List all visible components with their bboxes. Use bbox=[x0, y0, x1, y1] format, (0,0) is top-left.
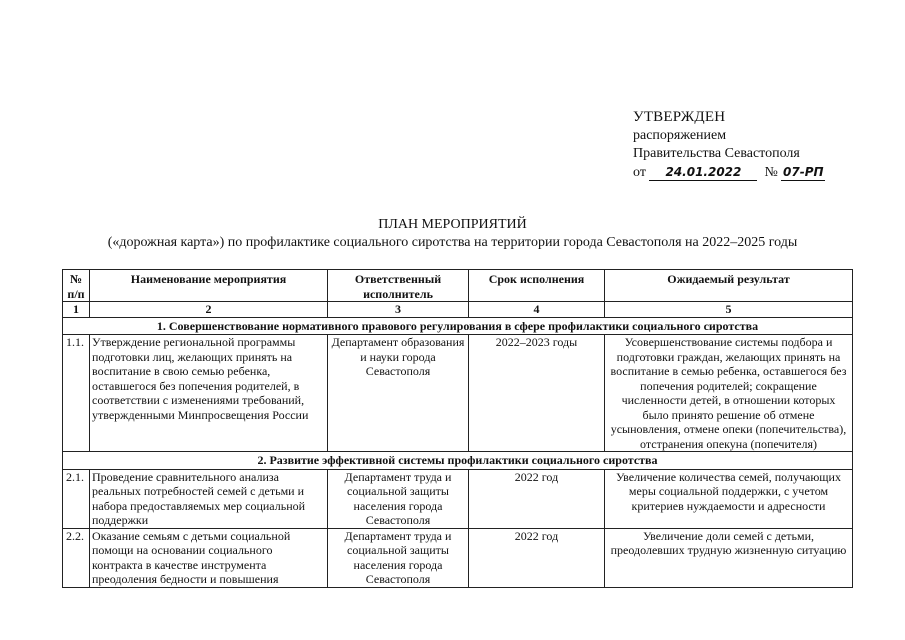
table-row bbox=[63, 528, 853, 587]
table-header-row bbox=[63, 270, 853, 302]
row-result: Увеличение доли семей с детьми, преодолевших трудную жизненную ситуацию bbox=[605, 528, 853, 587]
row-name: Оказание семьям с детьми социальной помощи на основании социального контракта в качестве инструмента преодоления бедности и повышения bbox=[90, 528, 328, 587]
approval-date: 24.01.2022 bbox=[649, 165, 757, 181]
row-number: 2.2. bbox=[63, 528, 90, 587]
roadmap-table bbox=[62, 269, 853, 588]
plan-subtitle: («дорожная карта») по профилактике социального сиротства на территории города Севастополя на 2022–2025 годы bbox=[107, 235, 798, 250]
row-result: Усовершенствование системы подбора и подготовки граждан, желающих принять на воспитание в семью ребенка, оставшегося без попечения родителей; сокращение численности детей, в отношении которых было принято решение об отмене усыновления, отмене опеки (попечительства), отстранения опекуна (попечителя) bbox=[605, 335, 853, 452]
header-term: Срок исполнения bbox=[469, 270, 605, 302]
row-executor: Департамент образования и науки города Севастополя bbox=[328, 335, 469, 452]
plan-title: ПЛАН МЕРОПРИЯТИЙ bbox=[378, 217, 527, 232]
number-prefix: № bbox=[764, 164, 778, 180]
header-result: Ожидаемый результат bbox=[605, 270, 853, 302]
row-name: Проведение сравнительного анализа реальных потребностей семей с детьми и набора предоставляемых мер социальной поддержки bbox=[90, 469, 328, 528]
row-term: 2022 год bbox=[469, 469, 605, 528]
row-number: 1.1. bbox=[63, 335, 90, 452]
header-num: № п/п bbox=[63, 270, 90, 302]
table-row bbox=[63, 469, 853, 528]
col-number: 4 bbox=[469, 302, 605, 318]
row-name: Утверждение региональной программы подготовки лиц, желающих принять на воспитание в свою семью ребенка, оставшегося без попечения родителей, в соответствии с изменениями требований, утвержденными Минпросвещения России bbox=[90, 335, 328, 452]
row-executor: Департамент труда и социальной защиты населения города Севастополя bbox=[328, 528, 469, 587]
approval-line-2: Правительства Севастополя bbox=[633, 146, 800, 161]
section-row bbox=[63, 452, 853, 470]
date-prefix: от bbox=[633, 164, 646, 180]
col-number: 1 bbox=[63, 302, 90, 318]
row-term: 2022–2023 годы bbox=[469, 335, 605, 452]
approval-number: 07-РП bbox=[783, 164, 824, 179]
header-executor: Ответственный исполнитель bbox=[328, 270, 469, 302]
col-number: 3 bbox=[328, 302, 469, 318]
plan-heading bbox=[0, 216, 905, 252]
section-row bbox=[63, 317, 853, 335]
approval-title: УТВЕРЖДЕН bbox=[633, 109, 726, 125]
approval-date-line bbox=[633, 164, 873, 183]
approval-line-1: распоряжением bbox=[633, 127, 727, 143]
col-number: 5 bbox=[605, 302, 853, 318]
column-number-row bbox=[63, 302, 853, 318]
approval-block bbox=[633, 108, 873, 182]
section-title: 1. Совершенствование нормативного правового регулирования в сфере профилактики социального сиротства bbox=[63, 317, 853, 335]
header-name: Наименование мероприятия bbox=[90, 270, 328, 302]
col-number: 2 bbox=[90, 302, 328, 318]
row-term: 2022 год bbox=[469, 528, 605, 587]
row-executor: Департамент труда и социальной защиты населения города Севастополя bbox=[328, 469, 469, 528]
row-result: Увеличение количества семей, получающих меры социальной поддержки, с учетом критериев нуждаемости и адресности bbox=[605, 469, 853, 528]
section-title: 2. Развитие эффективной системы профилактики социального сиротства bbox=[63, 452, 853, 470]
table-row bbox=[63, 335, 853, 452]
row-number: 2.1. bbox=[63, 469, 90, 528]
